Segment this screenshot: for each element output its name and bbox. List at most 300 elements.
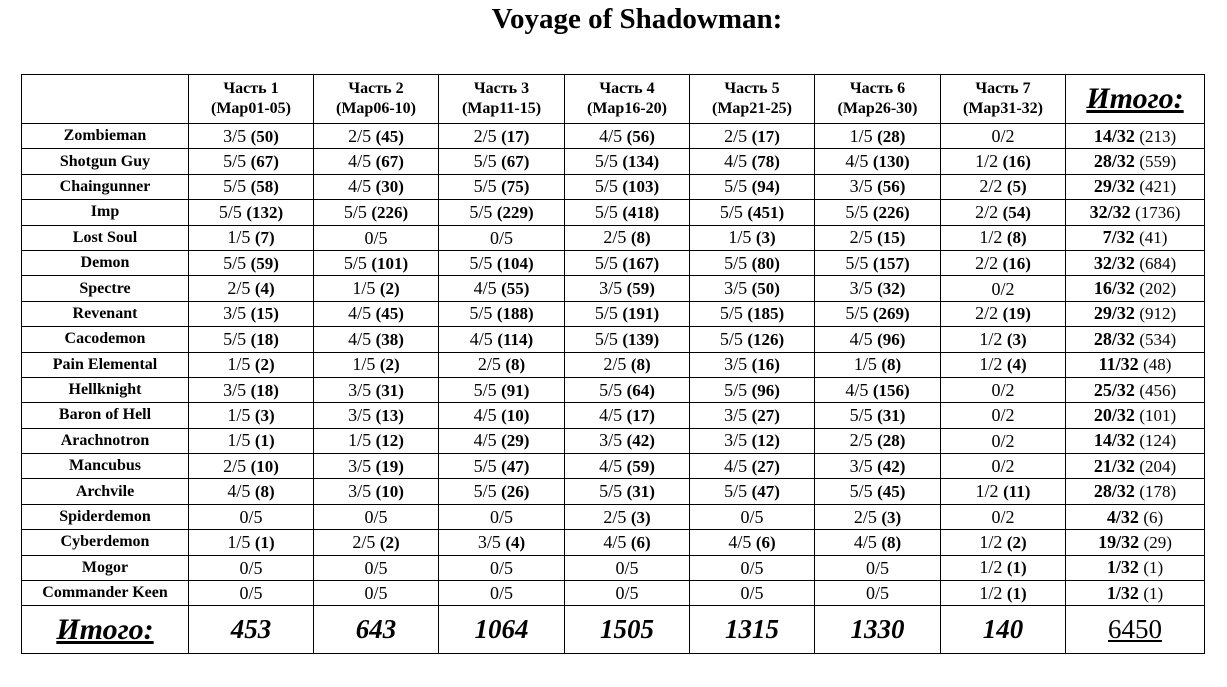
kill-count: (167) — [622, 253, 660, 273]
kill-cell — [565, 530, 690, 555]
kill-count: (67) — [250, 152, 279, 172]
maps-ratio: 5/5 — [473, 176, 497, 197]
kill-count: (58) — [250, 177, 279, 197]
maps-ratio: 0/5 — [364, 507, 388, 528]
kill-cell — [439, 428, 565, 453]
kill-count: (5) — [1006, 177, 1027, 197]
header-row — [22, 75, 1205, 124]
maps-ratio: 3/5 — [348, 481, 372, 502]
total-count: (1) — [1143, 583, 1164, 603]
kill-cell — [314, 250, 439, 275]
kill-cell — [565, 377, 690, 402]
kill-cell — [565, 124, 690, 149]
monster-name: Commander Keen — [22, 581, 189, 606]
kill-count: (15) — [877, 228, 906, 248]
monster-name: Pain Elemental — [22, 352, 189, 377]
maps-ratio: 5/5 — [599, 481, 623, 502]
kill-count: (226) — [872, 202, 910, 222]
maps-ratio: 3/5 — [724, 278, 748, 299]
total-count: (684) — [1139, 253, 1177, 273]
maps-ratio: 0/5 — [364, 227, 388, 248]
maps-ratio: 2/5 — [603, 227, 627, 248]
total-ratio: 28/32 — [1093, 328, 1135, 349]
total-ratio: 29/32 — [1093, 303, 1135, 324]
part-maps: (Map06-10) — [336, 100, 416, 117]
maps-ratio: 4/5 — [473, 278, 497, 299]
kill-cell — [690, 504, 815, 529]
kill-count: (4) — [1006, 355, 1027, 375]
kill-cell — [189, 174, 314, 199]
kill-cell — [189, 377, 314, 402]
maps-ratio: 4/5 — [845, 379, 869, 400]
kill-count: (7) — [254, 228, 275, 248]
row-total — [1066, 149, 1205, 174]
maps-ratio: 5/5 — [719, 201, 743, 222]
kill-count: (2) — [254, 355, 275, 375]
maps-ratio: 5/5 — [849, 404, 873, 425]
monster-name: Hellknight — [22, 377, 189, 402]
maps-ratio: 5/5 — [473, 151, 497, 172]
kill-cell — [815, 403, 941, 428]
maps-ratio: 3/5 — [223, 303, 247, 324]
kill-count: (188) — [496, 304, 534, 324]
kill-cell — [314, 555, 439, 580]
kill-cell — [565, 454, 690, 479]
kill-cell — [690, 581, 815, 606]
maps-ratio: 0/2 — [991, 380, 1015, 401]
kill-cell — [314, 428, 439, 453]
kill-cell — [941, 225, 1066, 250]
kill-count: (8) — [254, 482, 275, 502]
kill-cell — [189, 403, 314, 428]
total-count: (1736) — [1135, 202, 1181, 222]
kill-count: (2) — [379, 355, 400, 375]
maps-ratio: 5/5 — [223, 151, 247, 172]
maps-ratio: 0/5 — [740, 557, 764, 578]
maps-ratio: 5/5 — [594, 176, 618, 197]
kill-cell — [314, 174, 439, 199]
total-ratio: 1/32 — [1106, 557, 1139, 578]
kill-cell — [815, 530, 941, 555]
maps-ratio: 5/5 — [594, 252, 618, 273]
total-count: (534) — [1139, 329, 1177, 349]
part-label: Часть 5 — [724, 80, 780, 97]
kill-count: (1) — [254, 532, 275, 552]
kill-count: (1) — [254, 431, 275, 451]
total-count: (912) — [1139, 304, 1177, 324]
maps-ratio: 4/5 — [599, 455, 623, 476]
maps-ratio: 4/5 — [348, 176, 372, 197]
maps-ratio: 1/2 — [979, 227, 1003, 248]
maps-ratio: 3/5 — [849, 455, 873, 476]
kill-cell — [565, 327, 690, 352]
kill-count: (59) — [626, 279, 655, 299]
maps-ratio: 0/5 — [239, 557, 263, 578]
total-count: (29) — [1143, 532, 1172, 552]
kill-count: (8) — [1006, 228, 1027, 248]
table-row — [22, 377, 1205, 402]
maps-ratio: 5/5 — [223, 328, 247, 349]
kill-cell — [690, 530, 815, 555]
kill-cell — [815, 352, 941, 377]
total-count: (1) — [1143, 558, 1164, 578]
maps-ratio: 0/5 — [615, 583, 639, 604]
kill-cell — [690, 377, 815, 402]
kill-cell — [815, 581, 941, 606]
kill-count: (8) — [505, 355, 526, 375]
column-header-part-5 — [690, 75, 815, 124]
maps-ratio: 2/5 — [853, 506, 877, 527]
row-total — [1066, 581, 1205, 606]
maps-ratio: 4/5 — [469, 328, 493, 349]
total-ratio: 16/32 — [1093, 278, 1135, 299]
kill-cell — [815, 327, 941, 352]
kill-cell — [815, 504, 941, 529]
maps-ratio: 0/5 — [865, 583, 889, 604]
maps-ratio: 1/5 — [227, 531, 251, 552]
kill-cell — [815, 428, 941, 453]
maps-ratio: 4/5 — [473, 430, 497, 451]
kill-cell — [439, 555, 565, 580]
kill-cell — [439, 352, 565, 377]
monster-name: Demon — [22, 250, 189, 275]
kill-cell — [690, 124, 815, 149]
monster-name: Mogor — [22, 555, 189, 580]
maps-ratio: 5/5 — [719, 328, 743, 349]
maps-ratio: 5/5 — [849, 481, 873, 502]
kill-count: (6) — [630, 532, 651, 552]
table-row — [22, 301, 1205, 326]
maps-ratio: 5/5 — [343, 252, 367, 273]
maps-ratio: 4/5 — [849, 328, 873, 349]
maps-ratio: 0/2 — [991, 278, 1015, 299]
maps-ratio: 5/5 — [469, 303, 493, 324]
column-header-part-4 — [565, 75, 690, 124]
maps-ratio: 1/5 — [227, 404, 251, 425]
kill-cell — [565, 200, 690, 225]
kill-cell — [941, 581, 1066, 606]
total-count: (6) — [1143, 507, 1164, 527]
kill-cell — [189, 504, 314, 529]
kill-cell — [439, 403, 565, 428]
kill-count: (29) — [501, 431, 530, 451]
part-label: Часть 6 — [849, 80, 906, 97]
maps-ratio: 0/5 — [615, 557, 639, 578]
kill-count: (28) — [877, 126, 906, 146]
maps-ratio: 4/5 — [724, 455, 748, 476]
maps-ratio: 3/5 — [849, 278, 873, 299]
kill-cell — [941, 250, 1066, 275]
kill-count: (104) — [496, 253, 534, 273]
kill-cell — [690, 225, 815, 250]
maps-ratio: 1/2 — [975, 151, 999, 172]
kill-cell — [565, 555, 690, 580]
maps-ratio: 1/5 — [227, 227, 251, 248]
kill-count: (59) — [250, 253, 279, 273]
kill-count: (15) — [250, 304, 279, 324]
part-maps: (Map11-15) — [461, 100, 542, 117]
kill-count: (38) — [375, 329, 404, 349]
kill-cell — [314, 200, 439, 225]
kill-count: (6) — [755, 532, 776, 552]
maps-ratio: 0/2 — [991, 405, 1015, 426]
row-total — [1066, 225, 1205, 250]
kill-count: (2) — [1006, 532, 1027, 552]
kill-cell — [314, 301, 439, 326]
kill-count: (103) — [622, 177, 660, 197]
kill-cell — [815, 200, 941, 225]
kill-cell — [565, 276, 690, 301]
maps-ratio: 5/5 — [599, 379, 623, 400]
table-row — [22, 149, 1205, 174]
kill-count: (42) — [626, 431, 655, 451]
maps-ratio: 4/5 — [599, 125, 623, 146]
kill-cell — [565, 250, 690, 275]
maps-ratio: 0/5 — [364, 557, 388, 578]
monster-name: Mancubus — [22, 454, 189, 479]
kill-count: (3) — [254, 405, 275, 425]
maps-ratio: 2/5 — [473, 125, 497, 146]
kill-count: (45) — [877, 482, 906, 502]
maps-ratio: 1/5 — [352, 278, 376, 299]
kill-count: (3) — [1006, 329, 1027, 349]
maps-ratio: 2/5 — [352, 531, 376, 552]
kill-count: (10) — [501, 405, 530, 425]
kill-cell — [189, 530, 314, 555]
kill-cell — [815, 479, 941, 504]
kill-cell — [189, 200, 314, 225]
monster-name: Arachnotron — [22, 428, 189, 453]
page-title: Voyage of Shadowman: — [491, 3, 783, 35]
kill-count: (114) — [497, 329, 534, 349]
maps-ratio: 5/5 — [218, 201, 242, 222]
kill-cell — [815, 454, 941, 479]
kill-count: (80) — [751, 253, 780, 273]
total-ratio: 20/32 — [1093, 404, 1135, 425]
maps-ratio: 3/5 — [724, 430, 748, 451]
kill-count: (67) — [375, 152, 404, 172]
totals-row — [22, 606, 1205, 654]
maps-ratio: 4/5 — [724, 151, 748, 172]
kill-count: (16) — [1002, 152, 1031, 172]
kill-count: (8) — [630, 355, 651, 375]
kill-cell — [941, 454, 1066, 479]
maps-ratio: 5/5 — [469, 252, 493, 273]
kill-cell — [314, 377, 439, 402]
kill-count: (96) — [877, 329, 906, 349]
table-row — [22, 200, 1205, 225]
maps-ratio: 4/5 — [348, 303, 372, 324]
total-ratio: 28/32 — [1093, 151, 1135, 172]
totals-label: Итого: — [22, 606, 189, 654]
kill-count: (139) — [622, 329, 660, 349]
maps-ratio: 5/5 — [594, 303, 618, 324]
total-count: (41) — [1139, 228, 1168, 248]
kill-count: (67) — [501, 152, 530, 172]
table-row — [22, 276, 1205, 301]
kill-cell — [941, 327, 1066, 352]
maps-ratio: 3/5 — [724, 404, 748, 425]
kill-cell — [314, 454, 439, 479]
kill-count: (8) — [630, 228, 651, 248]
column-header-total: Итого: — [1066, 75, 1205, 124]
maps-ratio: 0/5 — [489, 583, 513, 604]
part-total-7: 140 — [941, 606, 1066, 654]
total-count: (456) — [1139, 380, 1177, 400]
kill-cell — [189, 124, 314, 149]
kill-count: (3) — [630, 507, 651, 527]
maps-ratio: 4/5 — [348, 328, 372, 349]
maps-ratio: 5/5 — [473, 379, 497, 400]
kill-count: (45) — [375, 304, 404, 324]
kill-count: (11) — [1003, 482, 1031, 502]
row-total — [1066, 200, 1205, 225]
kill-count: (2) — [379, 532, 400, 552]
maps-ratio: 2/5 — [223, 455, 247, 476]
monster-name: Revenant — [22, 301, 189, 326]
maps-ratio: 3/5 — [348, 379, 372, 400]
maps-ratio: 4/5 — [845, 151, 869, 172]
kill-cell — [314, 276, 439, 301]
kill-count: (31) — [375, 380, 404, 400]
maps-ratio: 2/5 — [849, 227, 873, 248]
maps-ratio: 1/2 — [979, 582, 1003, 603]
kill-count: (185) — [747, 304, 785, 324]
total-count: (48) — [1143, 355, 1172, 375]
kill-count: (28) — [877, 431, 906, 451]
maps-ratio: 2/5 — [849, 430, 873, 451]
kill-count: (55) — [501, 279, 530, 299]
kill-count: (10) — [250, 456, 279, 476]
table-row — [22, 250, 1205, 275]
kill-cell — [941, 479, 1066, 504]
kill-cell — [815, 377, 941, 402]
maps-ratio: 0/5 — [740, 507, 764, 528]
maps-ratio: 5/5 — [594, 201, 618, 222]
monster-name: Cyberdemon — [22, 530, 189, 555]
total-ratio: 7/32 — [1102, 227, 1135, 248]
row-total — [1066, 504, 1205, 529]
kill-count: (31) — [626, 482, 655, 502]
maps-ratio: 0/5 — [865, 557, 889, 578]
total-ratio: 14/32 — [1093, 430, 1135, 451]
kill-cell — [439, 530, 565, 555]
kill-count: (18) — [250, 329, 279, 349]
total-ratio: 14/32 — [1093, 125, 1135, 146]
kill-cell — [690, 301, 815, 326]
maps-ratio: 0/2 — [991, 456, 1015, 477]
kill-count: (191) — [622, 304, 660, 324]
table-row — [22, 225, 1205, 250]
kill-count: (18) — [250, 380, 279, 400]
kill-cell — [314, 327, 439, 352]
kill-count: (94) — [751, 177, 780, 197]
kill-cell — [565, 301, 690, 326]
total-count: (204) — [1139, 456, 1177, 476]
maps-ratio: 4/5 — [348, 151, 372, 172]
maps-ratio: 1/2 — [979, 328, 1003, 349]
maps-ratio: 2/5 — [348, 125, 372, 146]
kill-count: (8) — [881, 355, 902, 375]
kill-cell — [189, 428, 314, 453]
maps-ratio: 0/5 — [489, 507, 513, 528]
row-total — [1066, 403, 1205, 428]
maps-ratio: 2/5 — [477, 354, 501, 375]
kill-cell — [439, 276, 565, 301]
kill-cell — [941, 377, 1066, 402]
kill-count: (156) — [872, 380, 910, 400]
kill-cell — [690, 403, 815, 428]
kill-cell — [815, 301, 941, 326]
maps-ratio: 3/5 — [223, 125, 247, 146]
total-count: (101) — [1139, 405, 1177, 425]
kills-table — [21, 74, 1205, 654]
total-ratio: 1/32 — [1106, 582, 1139, 603]
maps-ratio: 2/2 — [975, 303, 999, 324]
kill-cell — [941, 124, 1066, 149]
kill-cell — [690, 174, 815, 199]
grand-total-value: 6450 — [1108, 614, 1162, 645]
monster-name: Shotgun Guy — [22, 149, 189, 174]
kill-count: (157) — [872, 253, 910, 273]
maps-ratio: 4/5 — [473, 404, 497, 425]
column-header-part-1 — [189, 75, 314, 124]
kill-count: (17) — [751, 126, 780, 146]
maps-ratio: 3/5 — [724, 354, 748, 375]
kill-cell — [439, 200, 565, 225]
kill-count: (56) — [626, 126, 655, 146]
total-ratio: 28/32 — [1093, 481, 1135, 502]
maps-ratio: 1/2 — [979, 354, 1003, 375]
kill-cell — [941, 403, 1066, 428]
maps-ratio: 5/5 — [719, 303, 743, 324]
kill-cell — [941, 352, 1066, 377]
part-label: Часть 3 — [473, 80, 530, 97]
maps-ratio: 5/5 — [845, 252, 869, 273]
kill-cell — [439, 250, 565, 275]
kill-cell — [314, 124, 439, 149]
kill-cell — [941, 504, 1066, 529]
kill-count: (27) — [751, 456, 780, 476]
kill-cell — [565, 174, 690, 199]
kill-cell — [941, 149, 1066, 174]
maps-ratio: 3/5 — [348, 404, 372, 425]
row-total — [1066, 301, 1205, 326]
kill-cell — [690, 428, 815, 453]
total-count: (213) — [1139, 126, 1177, 146]
kill-count: (54) — [1002, 202, 1031, 222]
kill-cell — [565, 225, 690, 250]
monster-name: Lost Soul — [22, 225, 189, 250]
kill-cell — [439, 479, 565, 504]
kill-count: (50) — [751, 279, 780, 299]
maps-ratio: 2/5 — [603, 506, 627, 527]
total-ratio: 29/32 — [1093, 176, 1135, 197]
maps-ratio: 1/5 — [227, 430, 251, 451]
maps-ratio: 4/5 — [603, 531, 627, 552]
maps-ratio: 5/5 — [724, 176, 748, 197]
table-row — [22, 327, 1205, 352]
maps-ratio: 5/5 — [343, 201, 367, 222]
maps-ratio: 1/5 — [352, 354, 376, 375]
kill-count: (91) — [501, 380, 530, 400]
kill-count: (1) — [1006, 583, 1027, 603]
maps-ratio: 1/5 — [853, 354, 877, 375]
maps-ratio: 2/5 — [603, 354, 627, 375]
kill-count: (12) — [375, 431, 404, 451]
kill-count: (50) — [250, 126, 279, 146]
kill-count: (134) — [622, 152, 660, 172]
